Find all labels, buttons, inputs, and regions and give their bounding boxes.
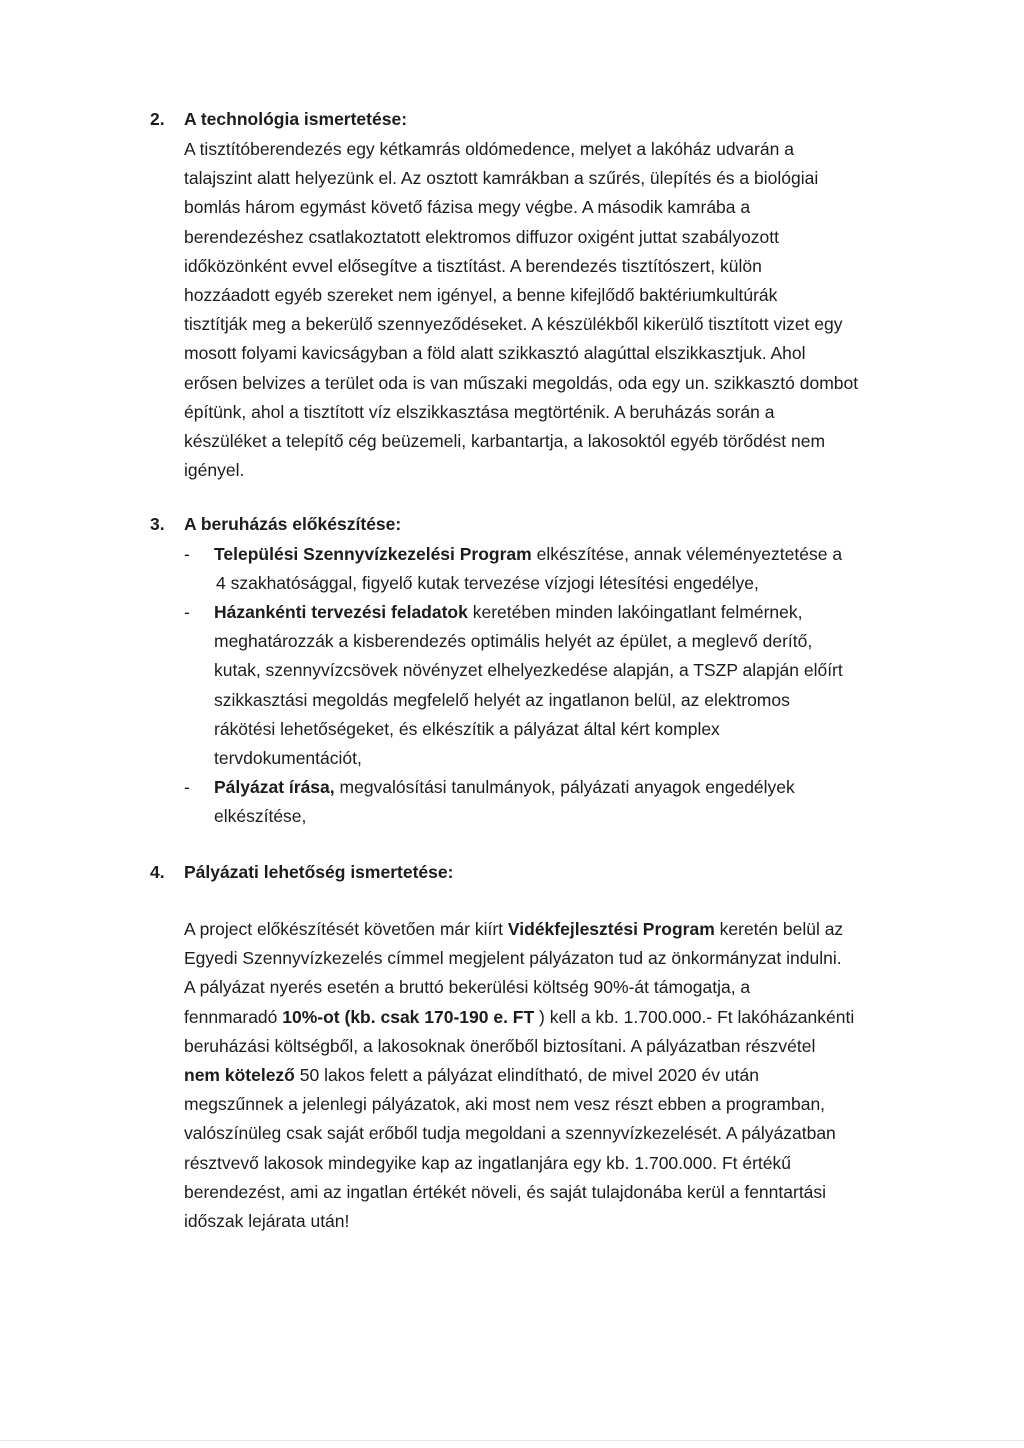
list-item-bold: Házankénti tervezési feladatok bbox=[214, 602, 468, 622]
text-run: fennmaradó bbox=[184, 1006, 283, 1027]
text-line: rákötési lehetőségeket, és elkészítik a pályázat által kért komplex bbox=[214, 718, 720, 739]
text-line: A tisztítóberendezés egy kétkamrás oldómedence, melyet a lakóház udvarán a bbox=[184, 139, 794, 159]
list-item-text: elkészítése, annak véleményeztetése a bbox=[531, 544, 843, 564]
text-line: időszak lejárata után! bbox=[184, 1210, 350, 1231]
list-dash: - bbox=[184, 777, 190, 797]
text-line: Egyedi Szennyvízkezelés címmel megjelent pályázaton tud az önkormányzat indulni. bbox=[184, 948, 842, 969]
text-line: építünk, ahol a tisztított víz elszikkasztása megtörténik. A beruházás során a bbox=[184, 401, 775, 422]
text-line: résztvevő lakosok mindegyike kap az ingatlanjára egy kb. 1.700.000. Ft értékű bbox=[184, 1152, 792, 1173]
list-item-bold: Pályázat írása, bbox=[214, 777, 335, 797]
text-line: mosott folyami kavicságyban a föld alatt szikkasztó alagúttal elszikkasztjuk. Ahol bbox=[184, 343, 806, 364]
section-title: A beruházás előkészítése: bbox=[184, 514, 402, 534]
list-item-text: keretében minden lakóingatlant felmérnek, bbox=[467, 602, 803, 622]
section-number: 3. bbox=[150, 514, 165, 534]
text-line: igényel. bbox=[184, 460, 245, 481]
own-share-highlight: 10%-ot (kb. csak 170-190 e. FT bbox=[282, 1006, 535, 1027]
text-run: ) kell a kb. 1.700.000.- Ft lakóházankénti bbox=[534, 1006, 855, 1027]
text-line: meghatározzák a kisberendezés optimális helyét az épület, a meglevő derítő, bbox=[214, 631, 813, 652]
text-line: elkészítése, bbox=[214, 806, 307, 827]
text-run: 50 lakos felett a pályázat elindítható, de mivel 2020 év után bbox=[294, 1064, 759, 1085]
technology-paragraph bbox=[184, 135, 904, 485]
list-dash: - bbox=[184, 602, 190, 622]
text-line: beruházási költségből, a lakosoknak önerőből biztosítani. A pályázatban részvétel bbox=[184, 1035, 816, 1056]
text-line: tervdokumentációt, bbox=[214, 747, 362, 768]
text-line: erősen belvizes a terület oda is van műszaki megoldás, oda egy un. szikkasztó dombot bbox=[184, 372, 859, 393]
scan-edge-divider bbox=[0, 1440, 1024, 1441]
section-heading bbox=[0, 857, 1024, 887]
section-tender bbox=[0, 857, 1024, 1231]
text-line: hozzáadott egyéb szereket nem igényel, a benne kifejlődő baktériumkultúrák bbox=[184, 284, 778, 305]
text-line: készüléket a telepítő cég beüzemeli, karbantartja, a lakosoktól egyéb törődést nem bbox=[184, 430, 826, 451]
text-run: keretén belül az bbox=[714, 919, 844, 939]
list-item-bold: Települési Szennyvízkezelési Program bbox=[214, 544, 532, 564]
text-line: 4 szakhatósággal, figyelő kutak tervezése vízjogi létesítési engedélye, bbox=[216, 573, 759, 594]
text-line: A pályázat nyerés esetén a bruttó bekerülési költség 90%-át támogatja, a bbox=[184, 977, 751, 998]
section-title: A technológia ismertetése: bbox=[184, 109, 408, 129]
section-title: Pályázati lehetőség ismertetése: bbox=[184, 862, 454, 882]
not-mandatory-highlight: nem kötelező bbox=[184, 1064, 295, 1085]
text-line: berendezést, ami az ingatlan értékét növeli, és saját tulajdonába kerül a fenntartási bbox=[184, 1181, 827, 1202]
text-line: megszűnnek a jelenlegi pályázatok, aki most nem vesz részt ebben a programban, bbox=[184, 1094, 826, 1115]
tender-paragraph bbox=[184, 915, 904, 1236]
text-line: berendezéshez csatlakoztatott elektromos diffuzor oxigént juttat szabályozott bbox=[184, 226, 780, 247]
text-line: időközönként evvel elősegítve a tisztítást. A berendezés tisztítószert, külön bbox=[184, 255, 762, 276]
section-heading bbox=[0, 509, 1024, 539]
list-item-text: megvalósítási tanulmányok, pályázati anyagok engedélyek bbox=[334, 777, 795, 797]
text-line: kutak, szennyvízcsövek növényzet elhelyezkedése alapján, a TSZP alapján előírt bbox=[214, 660, 843, 681]
text-line: tisztítják meg a bekerülő szennyeződéseket. A készülékből kikerülő tisztított vizet egy bbox=[184, 314, 843, 335]
section-number: 2. bbox=[150, 109, 165, 129]
program-name: Vidékfejlesztési Program bbox=[507, 919, 715, 939]
text-line: valószínüleg csak saját erőből tudja megoldani a szennyvízkezelését. A pályázatban bbox=[184, 1123, 836, 1144]
list-dash: - bbox=[184, 544, 190, 564]
section-heading bbox=[0, 104, 1024, 134]
section-preparation bbox=[0, 509, 1024, 827]
text-run: A project előkészítését követően már kiírt bbox=[184, 919, 508, 939]
text-line: talajszint alatt helyezünk el. Az osztott kamrákban a szűrés, ülepítés és a biológiai bbox=[184, 168, 819, 189]
text-line: bomlás három egymást követő fázisa megy végbe. A második kamrába a bbox=[184, 197, 751, 218]
text-line: szikkasztási megoldás megfelelő helyét az ingatlanon belül, az elektromos bbox=[214, 689, 790, 710]
section-technology bbox=[0, 104, 1024, 481]
section-number: 4. bbox=[150, 862, 165, 882]
